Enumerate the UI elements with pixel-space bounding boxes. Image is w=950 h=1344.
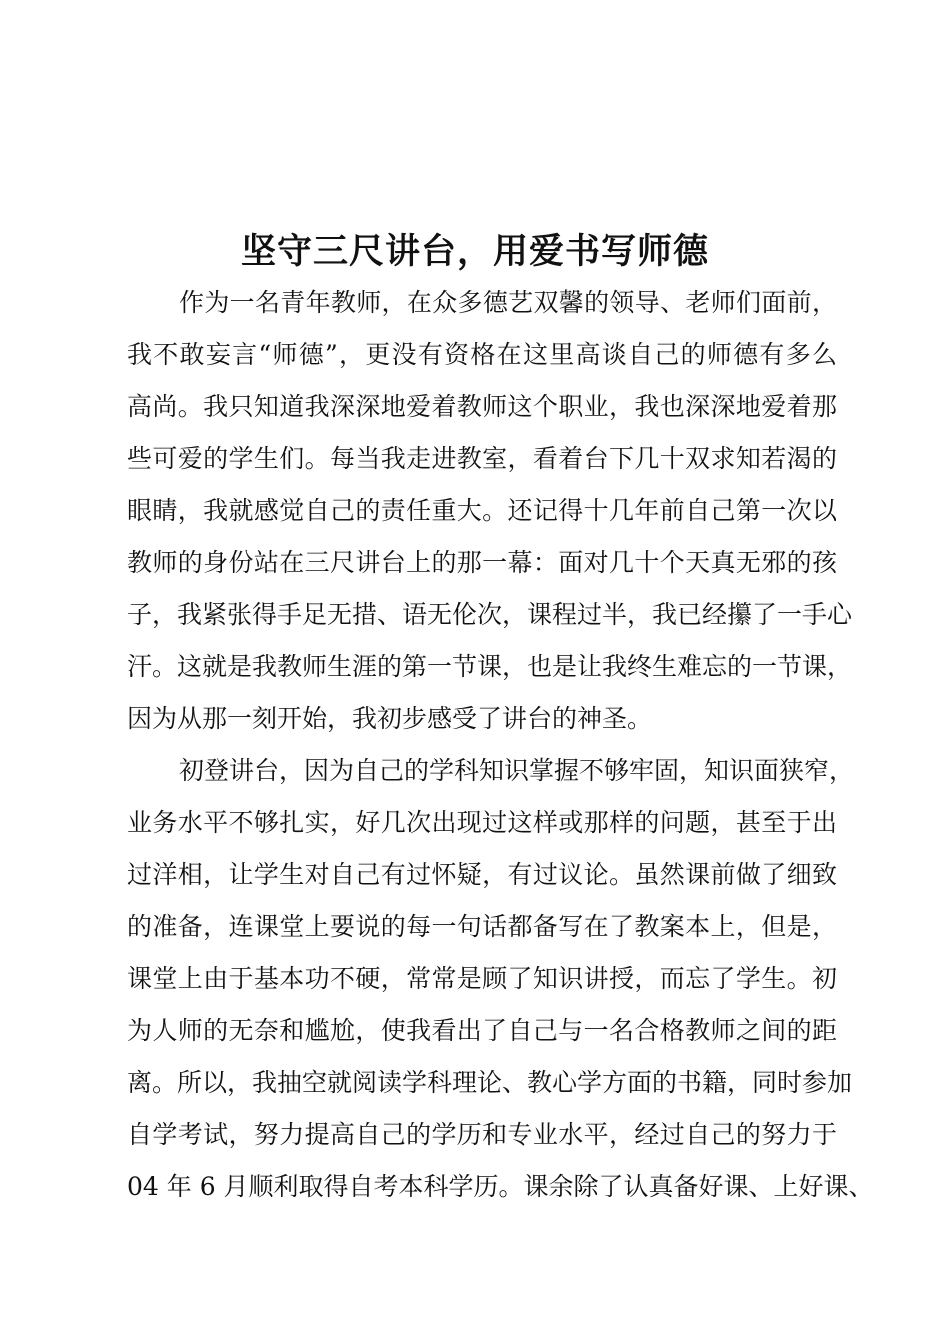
- paragraph-line: 为人师的无奈和尴尬，使我看出了自己与一名合格教师之间的距: [127, 1016, 837, 1045]
- paragraph-line: 自学考试，努力提高自己的学历和专业水平，经过自己的努力于: [127, 1120, 837, 1149]
- paragraph-2: [127, 745, 874, 1213]
- paragraph-line: 因为从那一刻开始，我初步感受了讲台的神圣。: [127, 704, 653, 733]
- paragraph-line: 04 年 6 月顺利取得自考本科学历。课余除了认真备好课、上好课、: [127, 1172, 874, 1201]
- paragraph-line: 教师的身份站在三尺讲台上的那一幕：面对几十个天真无邪的孩: [127, 548, 837, 577]
- paragraph-line: 课堂上由于基本功不硬，常常是顾了知识讲授，而忘了学生。初: [127, 964, 837, 993]
- paragraph-line: 些可爱的学生们。每当我走进教室，看着台下几十双求知若渴的: [127, 444, 837, 473]
- paragraph-line: 汗。这就是我教师生涯的第一节课，也是让我终生难忘的一节课，: [127, 652, 853, 681]
- paragraph-line: 过洋相，让学生对自己有过怀疑，有过议论。虽然课前做了细致: [127, 860, 837, 889]
- paragraph-line: 我不敢妄言“师德”，更没有资格在这里高谈自己的师德有多么: [127, 340, 837, 369]
- paragraph-line: 高尚。我只知道我深深地爱着教师这个职业，我也深深地爱着那: [127, 392, 837, 421]
- paragraph-line: 初登讲台，因为自己的学科知识掌握不够牢固，知识面狭窄，: [179, 756, 855, 785]
- paragraph-line: 的准备，连课堂上要说的每一句话都备写在了教案本上，但是，: [127, 912, 837, 941]
- document-body: [127, 277, 874, 1213]
- paragraph-line: 眼睛，我就感觉自己的责任重大。还记得十几年前自己第一次以: [127, 496, 837, 525]
- paragraph-1: [127, 277, 853, 745]
- document-title: 坚守三尺讲台，用爱书写师德: [240, 231, 709, 272]
- paragraph-line: 作为一名青年教师，在众多德艺双馨的领导、老师们面前，: [179, 288, 837, 317]
- paragraph-line: 业务水平不够扎实，好几次出现过这样或那样的问题，甚至于出: [127, 808, 837, 837]
- paragraph-line: 离。所以，我抽空就阅读学科理论、教心学方面的书籍，同时参加: [127, 1068, 853, 1097]
- paragraph-line: 子，我紧张得手足无措、语无伦次，课程过半，我已经攥了一手心: [127, 600, 853, 629]
